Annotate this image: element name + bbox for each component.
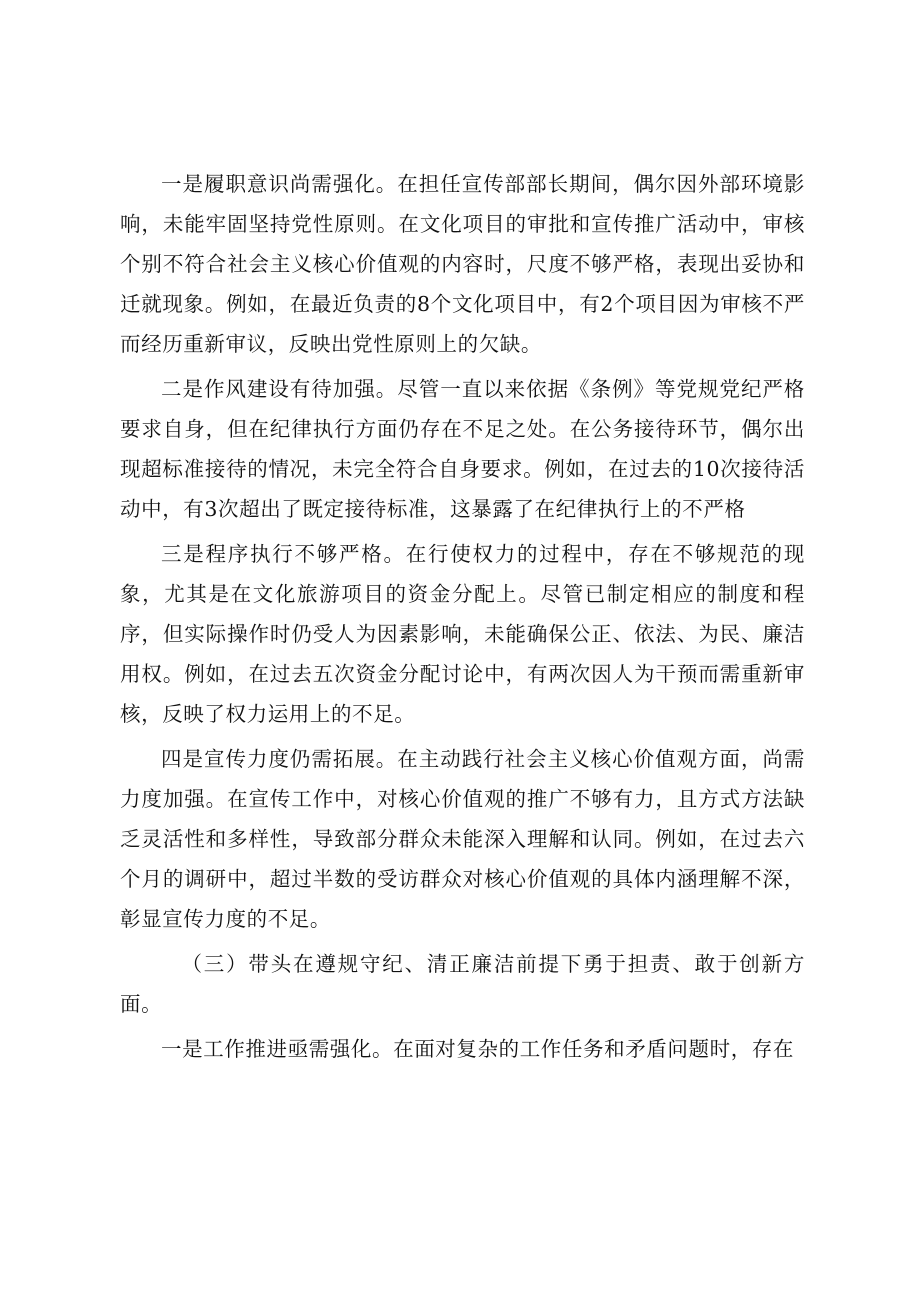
paragraph-publicity: 四是宣传力度仍需拓展。在主动践行社会主义核心价值观方面，尚需力度加强。在宣传工作中，对核心价值观的推广不够有力，且方式方法缺乏灵活性和多样性，导致部分群众未能深入理解和认同。例如，在过去六个月的调研中，超过半数的受访群众对核心价值观的具体内涵理解不深，彰显宣传力度的不足。 <box>120 747 805 931</box>
paragraph-work-style: 二是作风建设有待加强。尽管一直以来依据《条例》等党规党纪严格要求自身，但在纪律执行方面仍存在不足之处。在公务接待环节，偶尔出现超标准接待的情况，未完全符合自身要求。例如，在过去的10次接待活动中，有3次超出了既定接待标准，这暴露了在纪律执行上的不严格 <box>120 377 805 521</box>
paragraph-work-progress: 一是工作推进亟需强化。在面对复杂的工作任务和矛盾问题时，存在 <box>161 1037 794 1061</box>
document-body <box>120 164 805 1069</box>
paragraph-procedure: 三是程序执行不够严格。在行使权力的过程中，存在不够规范的现象，尤其是在文化旅游项目的资金分配上。尽管已制定相应的制度和程序，但实际操作时仍受人为因素影响，未能确保公正、依法、为民、廉洁用权。例如，在过去五次资金分配讨论中，有两次因人为干预而需重新审核，反映了权力运用上的不足。 <box>120 542 805 726</box>
paragraph-duty-awareness: 一是履职意识尚需强化。在担任宣传部部长期间，偶尔因外部环境影响，未能牢固坚持党性原则。在文化项目的审批和宣传推广活动中，审核个别不符合社会主义核心价值观的内容时，尺度不够严格，表现出妥协和迁就现象。例如，在最近负责的8个文化项目中，有2个项目因为审核不严而经历重新审议，反映出党性原则上的欠缺。 <box>120 172 805 356</box>
section-heading: （三）带头在遵规守纪、清正廉洁前提下勇于担责、敢于创新方面。 <box>120 952 805 1016</box>
